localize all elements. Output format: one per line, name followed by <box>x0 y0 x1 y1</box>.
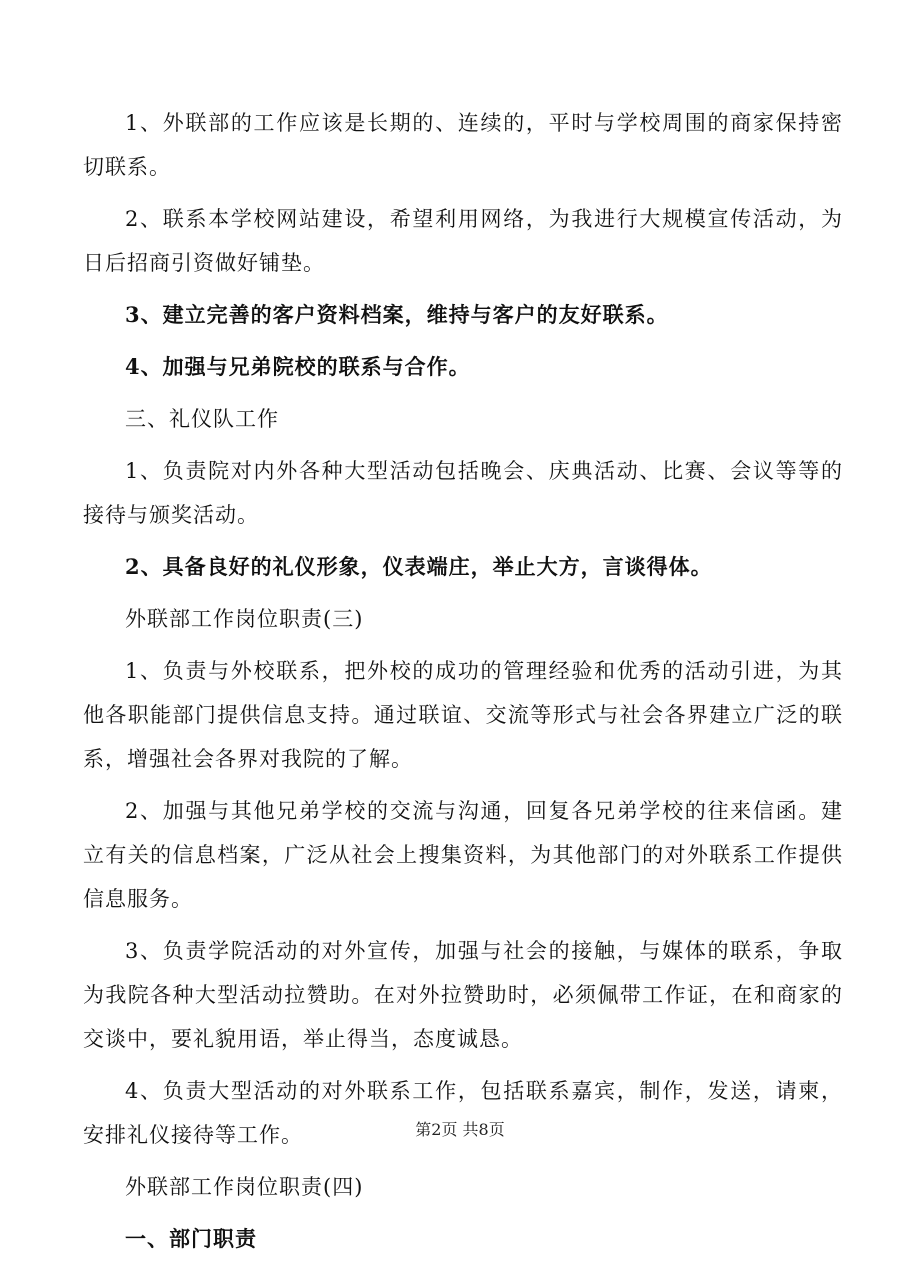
paragraph-3: 3、建立完善的客户资料档案，维持与客户的友好联系。 <box>125 302 669 327</box>
section-title-four: 外联部工作岗位职责(四) <box>125 1175 364 1199</box>
paragraph-10: 2、加强与其他兄弟学校的交流与沟通，回复各兄弟学校的往来信函。建立有关的信息档案，广泛从社会上搜集资料，为其他部门的对外联系工作提供信息服务。 <box>83 799 843 911</box>
paragraph-9: 1、负责与外校联系，把外校的成功的管理经验和优秀的活动引进，为其他各职能部门提供信息支持。通过联谊、交流等形式与社会各界建立广泛的联系，增强社会各界对我院的了解。 <box>83 659 843 771</box>
paragraph-6: 1、负责院对内外各种大型活动包括晚会、庆典活动、比赛、会议等等的接待与颁奖活动。 <box>83 459 843 527</box>
paragraph-7: 2、具备良好的礼仪形象，仪表端庄，举止大方，言谈得体。 <box>125 554 713 579</box>
section-heading-etiquette-team: 三、礼仪队工作 <box>125 407 279 431</box>
paragraph-1: 1、外联部的工作应该是长期的、连续的，平时与学校周围的商家保持密切联系。 <box>83 111 843 179</box>
paragraph-2: 2、联系本学校网站建设，希望利用网络，为我进行大规模宣传活动，为日后招商引资做好铺垫。 <box>83 207 843 275</box>
document-body <box>83 101 843 1261</box>
paragraph-4: 4、加强与兄弟院校的联系与合作。 <box>125 354 471 379</box>
section-title-three: 外联部工作岗位职责(三) <box>125 607 364 631</box>
paragraph-11: 3、负责学院活动的对外宣传，加强与社会的接触，与媒体的联系，争取为我院各种大型活动拉赞助。在对外拉赞助时，必须佩带工作证，在和商家的交谈中，要礼貌用语，举止得当，态度诚恳。 <box>83 939 843 1051</box>
section-heading-department-duties: 一、部门职责 <box>125 1226 257 1251</box>
paragraph-12: 4、负责大型活动的对外联系工作，包括联系嘉宾，制作，发送，请柬，安排礼仪接待等工作。 <box>83 1079 843 1147</box>
page-number-footer: 第2页 共8页 <box>415 1120 505 1139</box>
